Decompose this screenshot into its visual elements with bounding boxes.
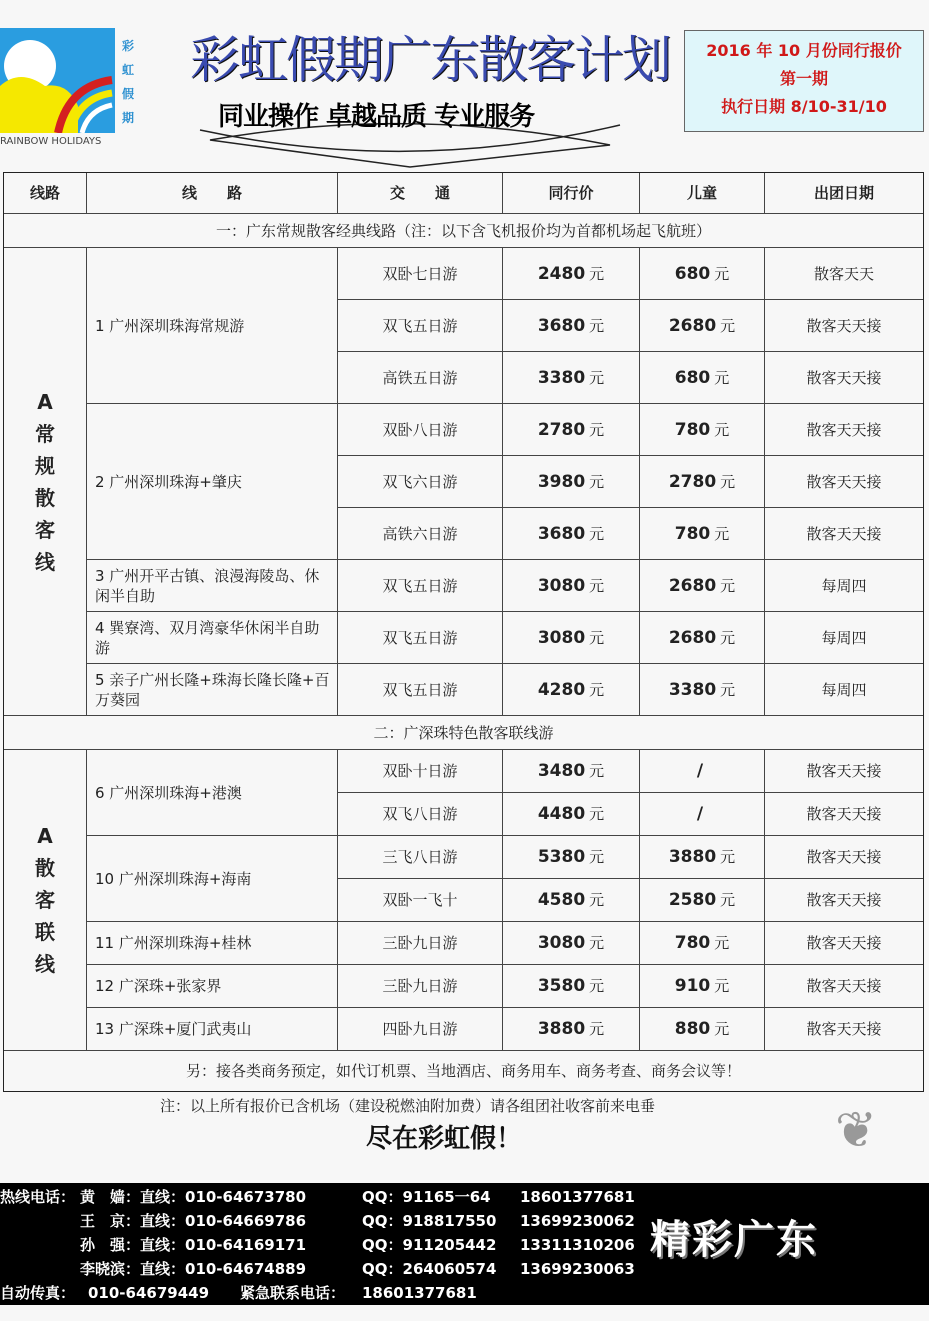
currency-unit: 元 — [714, 934, 730, 952]
contact-qq: QQ：911205442 — [362, 1236, 497, 1254]
transport: 高铁五日游 — [338, 352, 502, 403]
route-name: 6 广州深圳珠海+港澳 — [87, 750, 337, 835]
adult-price — [503, 300, 639, 351]
child-price — [640, 836, 764, 878]
contact-qq: QQ：91165一64 — [362, 1188, 491, 1206]
currency-unit: 元 — [714, 977, 730, 995]
adult-price — [503, 664, 639, 715]
adult-price — [503, 879, 639, 921]
currency-unit: 元 — [589, 680, 605, 699]
departure-schedule: 散客天天接 — [765, 352, 923, 403]
currency-unit: 元 — [720, 848, 736, 866]
group-label-char: 线 — [35, 952, 55, 976]
child-price — [640, 965, 764, 1007]
transport: 双卧七日游 — [338, 248, 502, 299]
currency-unit: 元 — [589, 848, 605, 866]
adult-price — [503, 793, 639, 835]
adult-price-value: 3480 — [537, 761, 586, 781]
currency-unit: 元 — [589, 934, 605, 952]
departure-schedule: 散客天天接 — [765, 456, 923, 507]
currency-unit: 元 — [589, 762, 605, 780]
fax-label: 自动传真： — [0, 1284, 76, 1302]
departure-schedule: 每周四 — [765, 664, 923, 715]
contact-mobile: 13699230062 — [520, 1212, 635, 1230]
route-name: 2 广州深圳珠海+肇庆 — [87, 404, 337, 559]
currency-unit: 元 — [589, 264, 605, 283]
route-name: 11 广州深圳珠海+桂林 — [87, 922, 337, 964]
contact-direct-line: 李晓滨：直线：010-64674889 — [80, 1260, 307, 1278]
adult-price — [503, 352, 639, 403]
departure-schedule: 散客天天接 — [765, 508, 923, 559]
group-label-char: 联 — [35, 920, 55, 944]
emergency-number: 18601377681 — [362, 1284, 477, 1302]
transport: 双飞五日游 — [338, 300, 502, 351]
adult-price — [503, 456, 639, 507]
currency-unit: 元 — [720, 472, 736, 491]
group-label-char: 客 — [35, 517, 55, 542]
route-name: 1 广州深圳珠海常规游 — [87, 248, 337, 403]
child-price — [640, 664, 764, 715]
currency-unit: 元 — [589, 316, 605, 335]
transport: 双卧一飞十 — [338, 879, 502, 921]
currency-unit: 元 — [589, 977, 605, 995]
price-period-issue: 第一期 — [779, 69, 828, 88]
departure-schedule: 散客天天接 — [765, 1008, 923, 1050]
contact-direct-line: 王 京：直线：010-64669786 — [80, 1212, 307, 1230]
contact-qq: QQ：264060574 — [362, 1260, 497, 1278]
hotline-label: 热线电话： — [0, 1188, 76, 1206]
group-label-char: 常 — [35, 421, 55, 446]
fax-number: 010-64679449 — [88, 1284, 210, 1302]
child-price-value: 2680 — [668, 315, 717, 336]
departure-schedule: 散客天天接 — [765, 922, 923, 964]
adult-price — [503, 248, 639, 299]
adult-price-value: 3680 — [537, 315, 586, 336]
child-price — [640, 456, 764, 507]
currency-unit: 元 — [589, 576, 605, 595]
departure-schedule: 散客天天接 — [765, 879, 923, 921]
departure-schedule: 散客天天接 — [765, 836, 923, 878]
currency-unit: 元 — [720, 680, 736, 699]
contact-direct-line: 黄 嫱：直线：010-64673780 — [80, 1188, 307, 1206]
child-price-value: 2680 — [668, 627, 717, 648]
transport: 三卧九日游 — [338, 922, 502, 964]
price-note: 注：以上所有报价已含机场（建设税燃油附加费）请各组团社收客前来电垂 — [160, 1097, 656, 1115]
child-price-value: 2780 — [668, 471, 717, 492]
currency-unit: 元 — [714, 524, 730, 543]
child-price — [640, 248, 764, 299]
transport: 四卧九日游 — [338, 1008, 502, 1050]
transport: 高铁六日游 — [338, 508, 502, 559]
currency-unit: 元 — [714, 264, 730, 283]
adult-price — [503, 922, 639, 964]
departure-schedule: 散客天天接 — [765, 965, 923, 1007]
ornament-icon: ❦ — [835, 1101, 877, 1159]
route-name: 12 广深珠+张家界 — [87, 965, 337, 1007]
child-price-value: 780 — [674, 523, 711, 544]
currency-unit: 元 — [589, 891, 605, 909]
departure-schedule: 散客天天接 — [765, 793, 923, 835]
adult-price-value: 2480 — [537, 263, 586, 284]
currency-unit: 元 — [714, 368, 730, 387]
adult-price-value: 4480 — [537, 804, 586, 824]
adult-price-value: 4280 — [537, 679, 586, 700]
child-price — [640, 300, 764, 351]
child-price — [640, 560, 764, 611]
contact-direct-line: 孙 强：直线：010-64169171 — [80, 1236, 307, 1254]
adult-price — [503, 404, 639, 455]
column-header: 线路 — [4, 173, 86, 213]
child-price-value: / — [696, 804, 704, 824]
adult-price — [503, 560, 639, 611]
column-header: 线 路 — [87, 173, 337, 213]
logo-char: 期 — [122, 111, 135, 125]
departure-schedule: 每周四 — [765, 560, 923, 611]
adult-price — [503, 612, 639, 663]
child-price-value: 910 — [674, 976, 711, 996]
route-name: 10 广州深圳珠海+海南 — [87, 836, 337, 921]
adult-price — [503, 750, 639, 792]
route-name: 5 亲子广州长隆+珠海长隆长隆+百万葵园 — [87, 664, 337, 715]
currency-unit: 元 — [589, 524, 605, 543]
route-name: 3 广州开平古镇、浪漫海陵岛、休闲半自助 — [87, 560, 337, 611]
currency-unit: 元 — [714, 1020, 730, 1038]
business-note: 另：接各类商务预定，如代订机票、当地酒店、商务用车、商务考查、商务会议等！ — [4, 1051, 923, 1091]
currency-unit: 元 — [720, 628, 736, 647]
child-price — [640, 922, 764, 964]
transport: 三卧九日游 — [338, 965, 502, 1007]
transport: 双飞五日游 — [338, 664, 502, 715]
child-price-value: 680 — [674, 263, 711, 284]
group-label-char: A — [37, 389, 53, 414]
child-price-value: 680 — [674, 367, 711, 388]
currency-unit: 元 — [589, 472, 605, 491]
currency-unit: 元 — [589, 1020, 605, 1038]
adult-price — [503, 836, 639, 878]
column-header: 出团日期 — [765, 173, 923, 213]
rainbow-logo — [0, 28, 115, 133]
child-price-value: / — [696, 761, 704, 781]
contact-mobile: 13699230063 — [520, 1260, 635, 1278]
price-period-title: 2016 年 10 月份同行报价 — [706, 41, 902, 60]
child-price-value: 2580 — [668, 890, 717, 910]
slogan-art: 精彩广东 — [650, 1216, 818, 1263]
adult-price-value: 3680 — [537, 523, 586, 544]
price-period-dates: 执行日期 8/10-31/10 — [721, 97, 887, 116]
adult-price — [503, 1008, 639, 1050]
line-group-label — [4, 248, 86, 715]
transport: 双飞五日游 — [338, 560, 502, 611]
transport: 双飞六日游 — [338, 456, 502, 507]
child-price — [640, 793, 764, 835]
adult-price-value: 3980 — [537, 471, 586, 492]
group-label-char: 线 — [35, 549, 55, 574]
child-price — [640, 750, 764, 792]
child-price-value: 780 — [674, 933, 711, 953]
group-label-char: 散 — [35, 856, 55, 880]
contact-footer — [0, 1183, 929, 1305]
child-price — [640, 352, 764, 403]
route-name: 13 广深珠+厦门武夷山 — [87, 1008, 337, 1050]
transport: 双飞五日游 — [338, 612, 502, 663]
currency-unit: 元 — [720, 576, 736, 595]
route-name: 4 巽寮湾、双月湾豪华休闲半自助游 — [87, 612, 337, 663]
column-header: 儿童 — [640, 173, 764, 213]
departure-schedule: 每周四 — [765, 612, 923, 663]
child-price — [640, 612, 764, 663]
adult-price-value: 3380 — [537, 367, 586, 388]
emergency-label: 紧急联系电话： — [240, 1284, 346, 1302]
price-period-box — [684, 30, 924, 132]
group-label-char: A — [37, 824, 53, 848]
transport: 三飞八日游 — [338, 836, 502, 878]
currency-unit: 元 — [720, 316, 736, 335]
currency-unit: 元 — [589, 420, 605, 439]
logo-char: 虹 — [122, 63, 135, 77]
child-price — [640, 879, 764, 921]
currency-unit: 元 — [589, 368, 605, 387]
route-price-table — [3, 172, 924, 1092]
column-header: 同行价 — [503, 173, 639, 213]
transport: 双飞八日游 — [338, 793, 502, 835]
contact-mobile: 13311310206 — [520, 1236, 635, 1254]
group-label-char: 散 — [35, 485, 55, 510]
currency-unit: 元 — [720, 891, 736, 909]
tagline: 尽在彩虹假！ — [366, 1124, 523, 1154]
currency-unit: 元 — [589, 805, 605, 823]
adult-price-value: 3080 — [537, 627, 586, 648]
child-price-value: 3880 — [668, 847, 717, 867]
departure-schedule: 散客天天 — [765, 248, 923, 299]
child-price-value: 3380 — [668, 679, 717, 700]
adult-price-value: 3880 — [537, 1019, 586, 1039]
departure-schedule: 散客天天接 — [765, 404, 923, 455]
departure-schedule: 散客天天接 — [765, 300, 923, 351]
adult-price-value: 2780 — [537, 419, 586, 440]
logo-english: RAINBOW HOLIDAYS — [0, 136, 102, 147]
logo-char: 假 — [122, 87, 135, 101]
child-price-value: 2680 — [668, 575, 717, 596]
group-label-char: 客 — [35, 888, 55, 912]
adult-price-value: 4580 — [537, 890, 586, 910]
transport: 双卧十日游 — [338, 750, 502, 792]
column-header: 交 通 — [338, 173, 502, 213]
child-price — [640, 508, 764, 559]
page-title: 彩虹假期广东散客计划 — [190, 31, 670, 89]
child-price-value: 780 — [674, 419, 711, 440]
child-price — [640, 1008, 764, 1050]
currency-unit: 元 — [589, 628, 605, 647]
slogan: 同业操作 卓越品质 专业服务 — [218, 102, 535, 132]
adult-price-value: 3580 — [537, 976, 586, 996]
departure-schedule: 散客天天接 — [765, 750, 923, 792]
line-group-label — [4, 750, 86, 1050]
adult-price-value: 5380 — [537, 847, 586, 867]
adult-price — [503, 508, 639, 559]
adult-price — [503, 965, 639, 1007]
currency-unit: 元 — [714, 420, 730, 439]
contact-mobile: 18601377681 — [520, 1188, 635, 1206]
group-label-char: 规 — [35, 453, 55, 478]
contact-qq: QQ：918817550 — [362, 1212, 497, 1230]
section-title: 一：广东常规散客经典线路（注：以下含飞机报价均为首都机场起飞航班） — [4, 214, 923, 247]
adult-price-value: 3080 — [537, 575, 586, 596]
child-price — [640, 404, 764, 455]
transport: 双卧八日游 — [338, 404, 502, 455]
adult-price-value: 3080 — [537, 933, 586, 953]
child-price-value: 880 — [674, 1019, 711, 1039]
logo-vertical-text — [122, 34, 138, 130]
logo-char: 彩 — [122, 39, 135, 53]
section-title: 二：广深珠特色散客联线游 — [4, 716, 923, 749]
